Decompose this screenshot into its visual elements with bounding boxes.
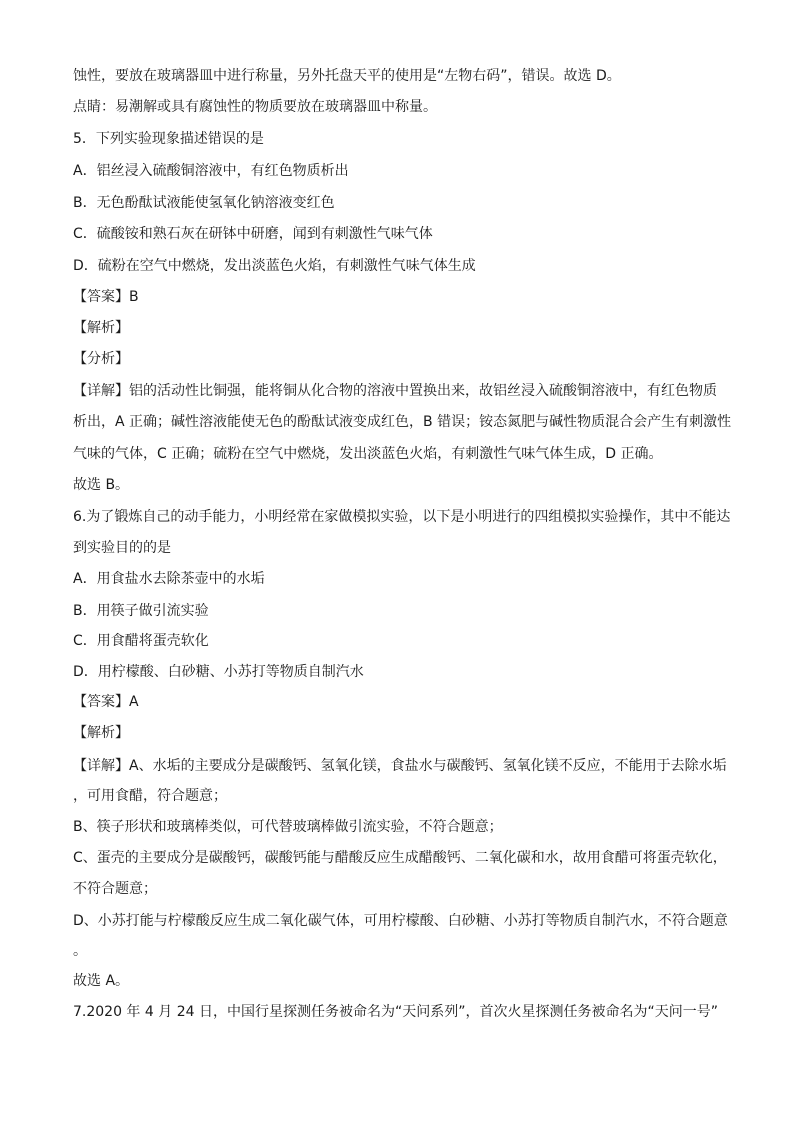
option-c: C．硫酸铵和熟石灰在研钵中研磨，闻到有刺激性气味气体	[73, 226, 433, 242]
explanation-line: 。	[73, 943, 87, 959]
conclusion-line: 故选 A。	[73, 973, 130, 989]
analysis-heading: 【分析】	[73, 351, 129, 367]
explanation-line: 【详解】A、水垢的主要成分是碳酸钙、氢氧化镁，食盐水与碳酸钙、氢氧化镁不反应，不能用于去除水垢	[73, 758, 727, 774]
analysis-label: 【解析】	[73, 725, 129, 741]
option-a: A．铝丝浸入硫酸铜溶液中，有红色物质析出	[73, 163, 349, 179]
conclusion-line: 故选 B。	[73, 477, 130, 493]
option-c: C．用食醋将蛋壳软化	[73, 633, 209, 649]
explanation-line: 气味的气体，C 正确；硫粉在空气中燃烧，发出淡蓝色火焰，有刺激性气味气体生成，D 正确。	[73, 446, 663, 462]
option-d: D．用柠檬酸、白砂糖、小苏打等物质自制汽水	[73, 664, 364, 680]
option-b: B．用筷子做引流实验	[73, 603, 209, 619]
explanation-line: C、蛋壳的主要成分是碳酸钙，碳酸钙能与醋酸反应生成醋酸钙、二氧化碳和水，故用食醋可将蛋壳软化，	[73, 850, 727, 866]
explanation-line: B、筷子形状和玻璃棒类似，可代替玻璃棒做引流实验，不符合题意；	[73, 819, 503, 835]
text-line: 点睛：易潮解或具有腐蚀性的物质要放在玻璃器皿中称量。	[73, 99, 437, 115]
explanation-line: D、小苏打能与柠檬酸反应生成二氧化碳气体，可用柠檬酸、白砂糖、小苏打等物质自制汽水，不符合题意	[73, 913, 728, 929]
question-stem: 7.2020 年 4 月 24 日，中国行星探测任务被命名为“天问系列”，首次火星探测任务被命名为“天问一号”	[73, 1004, 718, 1020]
answer-label: 【答案】A	[73, 694, 139, 710]
option-a: A．用食盐水去除茶壶中的水垢	[73, 571, 265, 587]
explanation-line: 析出，A 正确；碱性溶液能使无色的酚酞试液变成红色，B 错误；铵态氮肥与碱性物质混合会产生有刺激性	[73, 414, 732, 430]
text-line: 蚀性，要放在玻璃器皿中进行称量，另外托盘天平的使用是“左物右码”，错误。故选 D。	[73, 68, 621, 84]
analysis-label: 【解析】	[73, 320, 129, 336]
explanation-line: 不符合题意；	[73, 881, 157, 897]
option-d: D．硫粉在空气中燃烧，发出淡蓝色火焰，有刺激性气味气体生成	[73, 258, 476, 274]
answer-label: 【答案】B	[73, 289, 139, 305]
question-stem: 到实验目的的是	[73, 540, 171, 556]
question-stem: 6.为了锻炼自己的动手能力，小明经常在家做模拟实验，以下是小明进行的四组模拟实验操作，其中不能达	[73, 509, 731, 525]
explanation-line: 【详解】铝的活动性比铜强，能将铜从化合物的溶液中置换出来，故铝丝浸入硫酸铜溶液中，有红色物质	[73, 383, 717, 399]
question-stem: 5．下列实验现象描述错误的是	[73, 131, 264, 147]
explanation-line: ，可用食醋，符合题意；	[73, 788, 227, 804]
option-b: B．无色酚酞试液能使氢氧化钠溶液变红色	[73, 195, 335, 211]
